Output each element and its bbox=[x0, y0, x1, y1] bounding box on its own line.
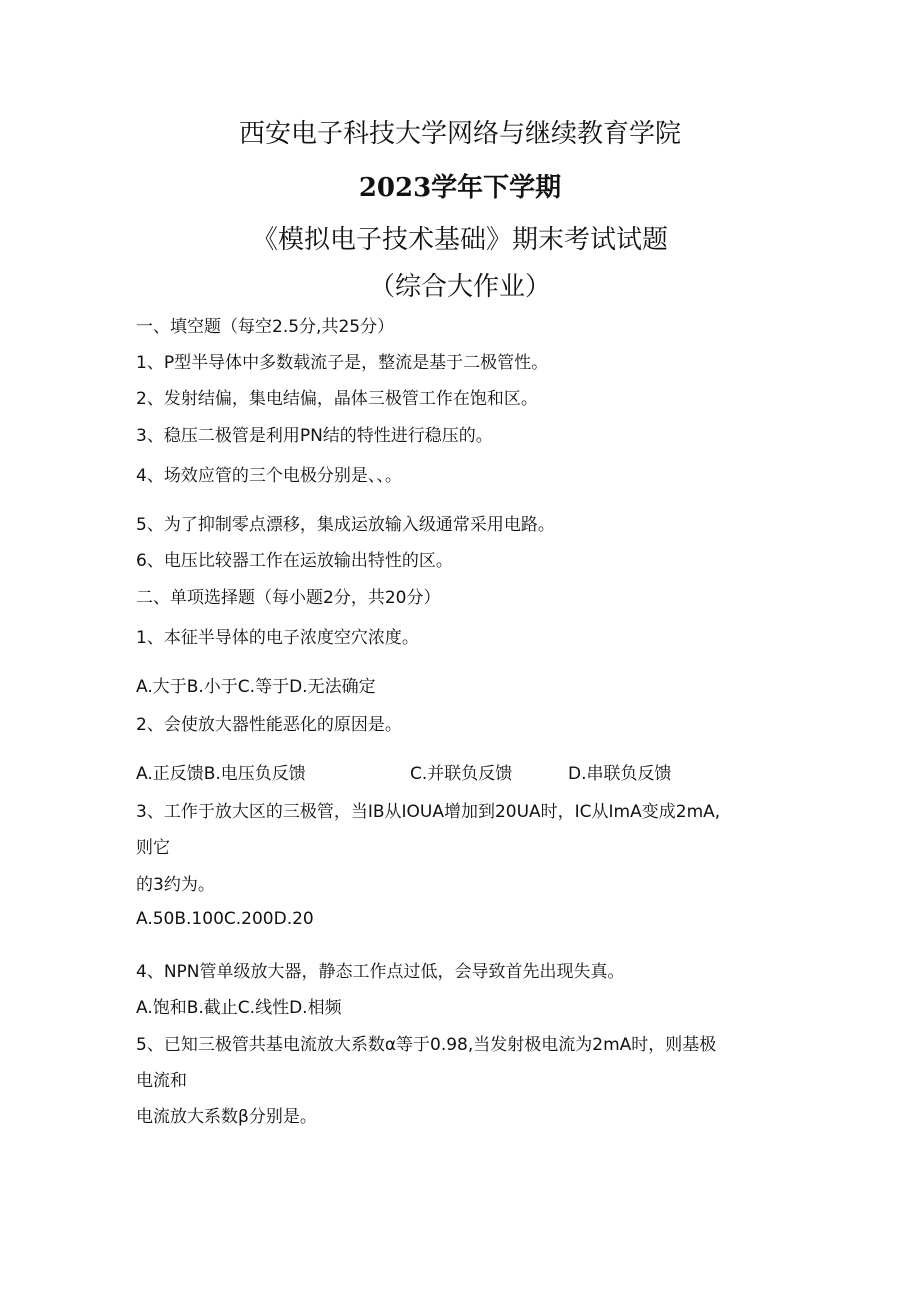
choice-question-4: 4、NPN管单级放大器，静态工作点过低，会导致首先出现失真。 bbox=[136, 962, 625, 982]
section1-heading: 一、填空题（每空2.5分,共25分） bbox=[136, 317, 395, 337]
choice-question-4-options: A.饱和B.截止C.线性D.相频 bbox=[136, 998, 342, 1018]
choice-question-1-options: A.大于B.小于C.等于D.无法确定 bbox=[136, 677, 376, 697]
choice-question-1: 1、本征半导体的电子浓度空穴浓度。 bbox=[136, 628, 419, 648]
fill-question-5: 5、为了抑制零点漂移，集成运放输入级通常采用电路。 bbox=[136, 515, 555, 535]
fill-question-2: 2、发射结偏，集电结偏，晶体三极管工作在饱和区。 bbox=[136, 389, 538, 409]
term-title: 2023学年下学期 bbox=[358, 173, 562, 203]
assignment-type-title: （综合大作业） bbox=[368, 272, 551, 302]
course-title: 《模拟电子技术基础》期末考试试题 bbox=[251, 225, 668, 255]
choice-question-3-line-3: 的3约为。 bbox=[136, 875, 215, 895]
choice-question-3-options: A.50B.100C.200D.20 bbox=[136, 909, 314, 929]
institution-title: 西安电子科技大学网络与继续教育学院 bbox=[238, 119, 681, 149]
fill-question-1: 1、P型半导体中多数载流子是，整流是基于二极管性。 bbox=[136, 353, 549, 373]
fill-question-6: 6、电压比较器工作在运放输出特性的区。 bbox=[136, 551, 453, 571]
choice-question-5-line-1: 5、已知三极管共基电流放大系数α等于0.98,当发射极电流为2mA时，则基极 bbox=[136, 1035, 717, 1055]
choice-question-2-option-d: D.串联负反馈 bbox=[568, 764, 672, 784]
choice-question-5-line-2: 电流和 bbox=[136, 1071, 187, 1091]
choice-question-5-line-3: 电流放大系数β分别是。 bbox=[136, 1107, 317, 1127]
choice-question-2-option-c: C.并联负反馈 bbox=[410, 764, 513, 784]
choice-question-3-line-1: 3、工作于放大区的三极管，当IB从IOUA增加到20UA时，IC从ImA变成2mA, bbox=[136, 802, 721, 822]
choice-question-2-options-ab: A.正反馈B.电压负反馈 bbox=[136, 764, 306, 784]
section2-heading: 二、单项选择题（每小题2分，共20分） bbox=[136, 588, 441, 608]
choice-question-3-line-2: 则它 bbox=[136, 838, 170, 858]
choice-question-2: 2、会使放大器性能恶化的原因是。 bbox=[136, 715, 402, 735]
fill-question-3: 3、稳压二极管是利用PN结的特性进行稳压的。 bbox=[136, 426, 493, 446]
fill-question-4: 4、场效应管的三个电极分别是、、。 bbox=[136, 466, 402, 486]
